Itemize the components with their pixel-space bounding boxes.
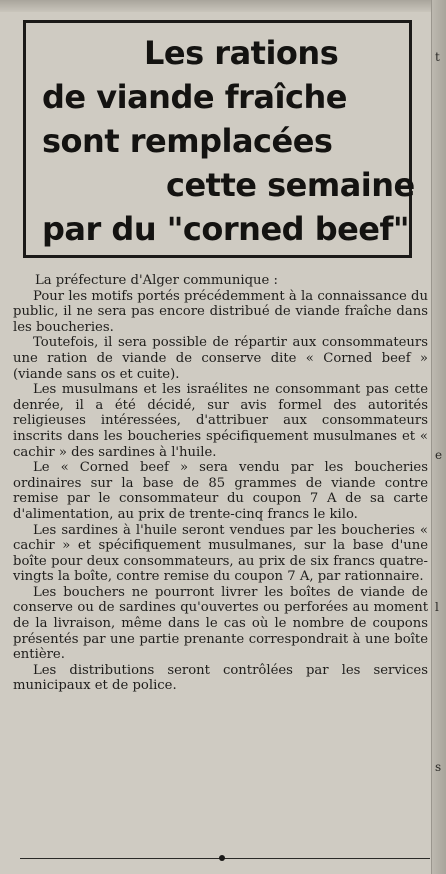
headline-line: sont remplacées: [42, 122, 333, 160]
article-paragraph: Les bouchers ne pourront livrer les boîtes de viande de conserve ou de sardines qu'ouvertes ou perforées au moment de la livraison, même dans le cas où le nombre de coupons présentés par une partie prenante correspondrait à une boîte entière.: [13, 584, 428, 663]
headline-line: cette semaine: [166, 166, 415, 204]
headline-line: Les rations: [144, 34, 339, 72]
article-body: [13, 273, 428, 694]
margin-fragment: t: [435, 50, 440, 64]
margin-fragment: e: [435, 448, 443, 462]
article-paragraph: Les distributions seront contrôlées par les services municipaux et de police.: [13, 662, 428, 694]
article-paragraph: Les musulmans et les israélites ne consommant pas cette denrée, il a été décidé, sur avis formel des autorités religieuses intéressées, d'attribuer aux consommateurs inscrits dans les boucheries spécifiquement musulmanes et « cachir » des sardines à l'huile.: [13, 382, 428, 460]
article-paragraph: Toutefois, il sera possible de répartir aux consommateurs une ration de viande de conserve dite « Corned beef » (viande sans os et cuite).: [13, 335, 428, 382]
article-paragraph: Le « Corned beef » sera vendu par les boucheries ordinaires sur la base de 85 grammes de viande contre remise par le consommateur du coupon 7 A de sa carte d'alimentation, au prix de trente-cinq francs le kilo.: [13, 460, 428, 522]
end-ornament: [219, 855, 225, 861]
top-page-edge: [0, 0, 446, 12]
headline-box: [23, 20, 415, 258]
margin-fragment: l: [435, 600, 439, 614]
adjacent-column-edge: [431, 0, 446, 874]
article-paragraph: Pour les motifs portés précédemment à la connaissance du public, il ne sera pas encore distribué de viande fraîche dans les boucheries.: [13, 288, 428, 335]
headline-line: par du "corned beef": [42, 210, 410, 248]
headline-line: de viande fraîche: [42, 78, 347, 116]
end-rule: [20, 858, 430, 859]
article-paragraph: La préfecture d'Alger communique :: [35, 273, 278, 288]
margin-fragment: s: [435, 760, 442, 774]
article-paragraph: Les sardines à l'huile seront vendues par les boucheries « cachir » et spécifiquement musulmanes, sur la base d'une boîte pour deux consommateurs, au prix de six francs quatre-vingts la boîte, contre remise du coupon 7 A, par rationnaire.: [13, 522, 428, 585]
